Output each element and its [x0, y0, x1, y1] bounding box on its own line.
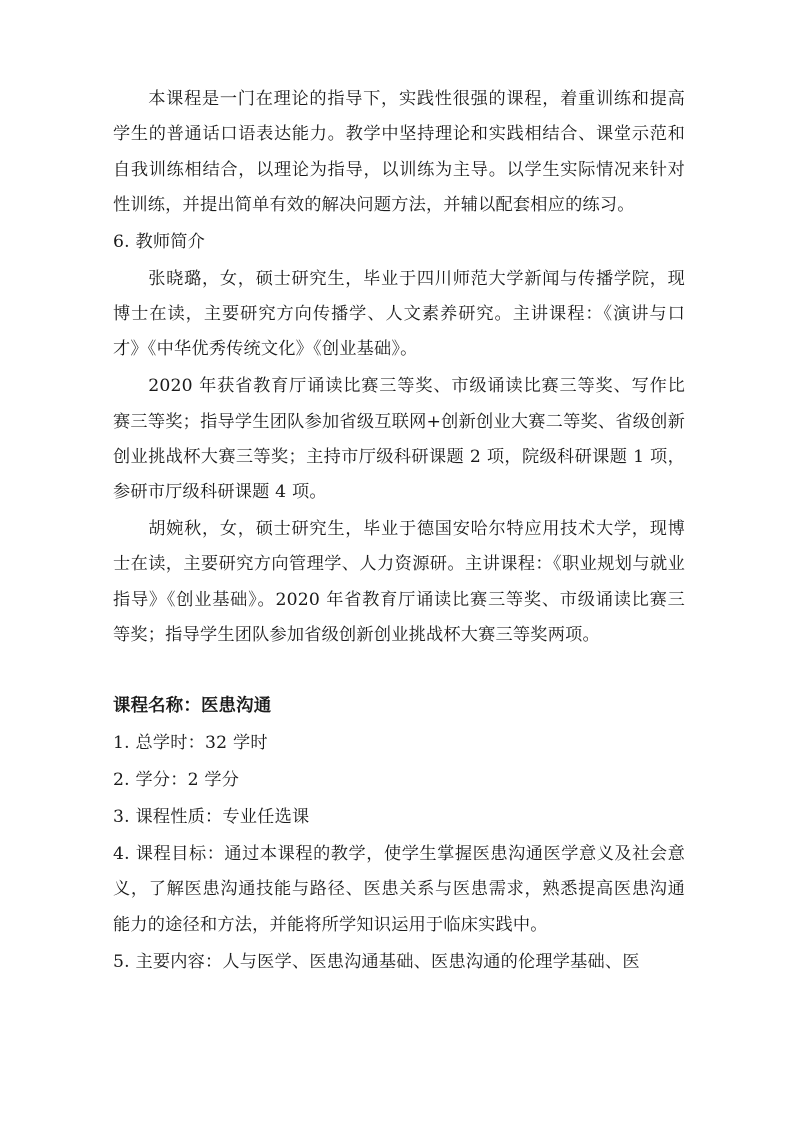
paragraph-teacher-zhang-awards: 2020 年获省教育厅诵读比赛三等奖、市级诵读比赛三等奖、写作比赛三等奖；指导学生团队参加省级互联网+创新创业大赛二等奖、省级创新创业挑战杯大赛三等奖；主持市厅级科研课题 2 项，院级科研课题 1 项，参研市厅级科研课题 4 项。 [113, 376, 685, 503]
course-item-objectives: 4. 课程目标：通过本课程的教学，使学生掌握医患沟通医学意义及社会意义，了解医患沟通技能与路径、医患关系与医患需求，熟悉提高医患沟通能力的途径和方法，并能将所学知识运用于临床实践中。 [113, 844, 685, 935]
heading-teacher-intro: 6. 教师简介 [113, 231, 206, 252]
course-item-total-hours: 1. 总学时：32 学时 [113, 733, 268, 754]
paragraph-teacher-hu: 胡婉秋，女，硕士研究生，毕业于德国安哈尔特应用技术大学，现博士在读，主要研究方向管理学、人力资源研。主讲课程：《职业规划与就业指导》《创业基础》。2020 年省教育厅诵读比赛三等奖、市级诵读比赛三等奖；指导学生团队参加省级创新创业挑战杯大赛三等奖两项。 [113, 519, 685, 645]
paragraph-course-description: 本课程是一门在理论的指导下，实践性很强的课程，着重训练和提高学生的普通话口语表达能力。教学中坚持理论和实践相结合、课堂示范和自我训练相结合，以理论为指导，以训练为主导。以学生实际情况来针对性训练，并提出简单有效的解决问题方法，并辅以配套相应的练习。 [113, 89, 685, 215]
course-item-credits: 2. 学分：2 学分 [113, 770, 240, 791]
course-item-main-content: 5. 主要内容：人与医学、医患沟通基础、医患沟通的伦理学基础、医 [113, 951, 640, 972]
course-item-nature: 3. 课程性质：专业任选课 [113, 807, 310, 828]
paragraph-teacher-zhang: 张晓璐，女，硕士研究生，毕业于四川师范大学新闻与传播学院，现博士在读，主要研究方向传播学、人文素养研究。主讲课程：《演讲与口才》《中华优秀传统文化》《创业基础》。 [113, 268, 685, 360]
page-content [113, 82, 685, 982]
section-heading-course-name: 课程名称：医患沟通 [113, 695, 272, 716]
section-spacer [113, 655, 685, 689]
